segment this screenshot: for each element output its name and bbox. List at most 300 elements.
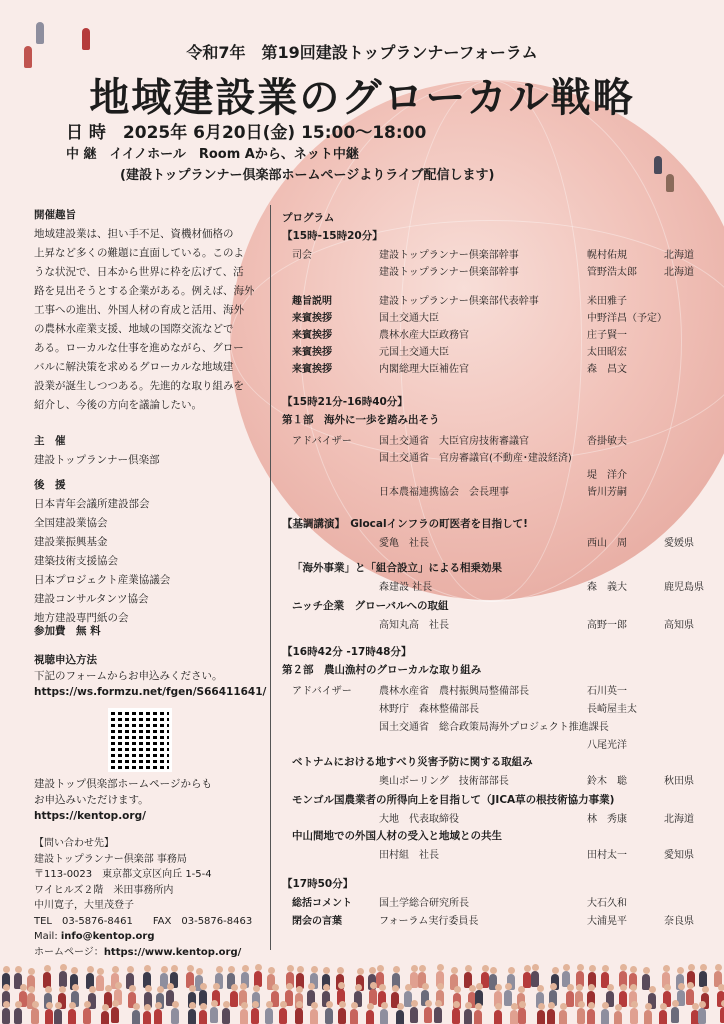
left-column [34,206,264,415]
crowd-person-body [251,1008,259,1024]
crowd-person-body [644,1010,652,1024]
crowd-person-head [377,965,384,972]
crowd-person-head [715,964,722,971]
apply-text: 下記のフォームからお申込みください。 [34,670,223,682]
support-heading: 後 援 [34,479,66,491]
purpose-line: ある。ローカルな仕事を進めながら、グロー [34,342,244,354]
person-figure [654,156,662,174]
crowd-person-head [411,1000,418,1007]
crowd-person-body [474,1010,482,1024]
homepage-label: ホームページ： [34,946,104,958]
contact-line: 建設トップランナー倶楽部 事務局 [34,853,187,865]
crowd-person-head [688,964,695,971]
crowd-person-head [357,968,364,975]
crowd-person-head [475,1003,482,1010]
crowd-person-head [451,967,458,974]
crowd-person-head [615,1004,622,1011]
crowd-person-head [84,1001,91,1008]
crowd-person-head [323,967,330,974]
crowd-person-body [188,1009,196,1024]
keynote-title: 【基調講演】 Glocalインフラの町医者を目指して! [282,518,528,530]
crowd-person-head [465,965,472,972]
crowd-person-body [699,971,707,987]
crowd-person-body [295,1008,303,1024]
crowd-person-head [649,986,656,993]
crowd-person-head [702,986,709,993]
crowd-person-head [392,985,399,992]
relay-info: 中 継 イイノホール Room Aから、ネット中継 [66,147,359,162]
crowd-person-head [422,983,429,990]
crowd-person-body [587,1009,595,1024]
program-org: 大地 代表取締役 [379,814,459,825]
crowd-person-body [510,1010,518,1024]
crowd-person-head [524,965,531,972]
crowd-person-head [538,1003,545,1010]
crowd-person-head [552,967,559,974]
host-name: 建設トップランナー倶楽部 [34,454,160,466]
program-role: 来賓挨拶 [292,347,332,358]
crowd-person-head [532,964,539,971]
crowd-person-body [101,1011,109,1024]
talk-title: 中山間地での外国人材の受入と地域との共生 [292,830,502,842]
crowd-person-head [87,966,94,973]
crowd-person-head [660,1003,667,1010]
forum-subtitle: 令和7年 第19回建設トップランナーフォーラム [186,43,538,62]
crowd-person-head [337,967,344,974]
program-org: 農林水産省 農村振興局整備部長 [379,686,529,697]
crowd-person-head [69,1002,76,1009]
hp-line2: お申込みいただけます。 [34,794,149,806]
crowd-person-body [523,972,531,988]
purpose-line: 紹介し、今後の方向を議論したい。 [34,399,202,411]
crowd-person-head [72,984,79,991]
crowd-person-head [550,983,557,990]
crowd-person-body [494,1010,502,1024]
program-region: 愛媛県 [664,538,694,549]
crowd-person-head [687,982,694,989]
contact-line: 〒113-0023 東京都文京区向丘 1-5-4 [34,869,212,880]
program-region: 鹿児島県 [664,582,704,593]
program-org: 建設トップランナー倶楽部代表幹事 [379,296,539,307]
program-person: 庄子賢一 [587,330,627,341]
crowd-person-head [397,1003,404,1010]
program-org: 国土交通省 官房審議官(不動産･建設経済) [379,453,572,464]
talk-title: ベトナムにおける地すべり災害予防に関する取組み [292,756,533,768]
program-region: 北海道 [664,250,694,261]
crowd-person-head [576,984,583,991]
crowd-person-body [547,1009,555,1024]
crowd-person-body [424,1007,432,1023]
crowd-person-head [425,1000,432,1007]
crowd-person-head [272,984,279,991]
crowd-person-head [167,983,174,990]
program-person: 米田雅子 [587,296,627,307]
program-org: 内閣総理大臣補佐官 [379,364,469,375]
purpose-line: 地域建設業は、担い手不足、資機材価格の [34,228,234,240]
crowd-person-head [287,965,294,972]
talk-title: モンゴル国農業者の所得向上を目指して（JICA草の根技術協力事業) [292,794,615,806]
crowd-person-head [59,986,66,993]
crowd-person-head [548,1002,555,1009]
crowd-person-head [161,966,168,973]
crowd-person-head [602,965,609,972]
crowd-person-body [199,1010,207,1024]
program-org: 国土交通省 総合政策局海外プロジェクト推進課長 [379,722,609,733]
crowd-person-head [157,986,164,993]
crowd-person-head [28,968,35,975]
crowd-person-head [511,1003,518,1010]
crowd-person-body [59,971,67,987]
talk-title: 「海外事業」と「組合設立」による相乗効果 [292,562,502,574]
crowd-person-head [231,984,238,991]
crowd-person-body [154,1009,162,1024]
program-person: 皆川芳嗣 [587,487,627,498]
crowd-person-head [645,1003,652,1010]
crowd-person-head [588,984,595,991]
program-role: 閉会の言葉 [292,916,342,927]
program-person: 沓掛敏夫 [587,436,627,447]
crowd-person-head [369,967,376,974]
purpose-line: 設業が誕生しつつある。先進的な取り組みを [34,380,244,392]
crowd-person-head [476,983,483,990]
crowd-person-body [698,1008,706,1024]
program-org: フォーラム実行委員長 [379,916,479,927]
crowd-person-head [563,964,570,971]
crowd-person-head [379,984,386,991]
program-region: 愛知県 [664,850,694,861]
qr-code[interactable] [108,708,172,772]
crowd-person-head [189,985,196,992]
crowd-person-head [45,986,52,993]
crowd-person-body [230,991,238,1007]
program-role: 趣旨説明 [292,296,332,307]
program-person: 管野浩太郎 [587,267,637,278]
session-time: 【17時50分】 [282,878,354,890]
crowd-person-body [2,1008,10,1024]
crowd-person-body [310,1009,318,1024]
crowd-person-head [311,1002,318,1009]
crowd-person-head [560,1003,567,1010]
crowd-person-head [588,1002,595,1009]
crowd-person-head [145,985,152,992]
crowd-person-head [102,1004,109,1011]
program-org: 農林水産大臣政務官 [379,330,469,341]
crowd-person-head [28,986,35,993]
crowd-person-head [578,1001,585,1008]
program-region: 奈良県 [664,916,694,927]
crowd-person-head [393,966,400,973]
crowd-person-head [3,984,10,991]
relay-note: (建設トップランナー倶楽部ホームページよりライブ配信します) [120,168,495,183]
crowd-person-body [171,1008,179,1024]
purpose-line: 工事への進出、外国人材の育成と活用、海外 [34,304,244,316]
crowd-person-body [111,1007,119,1023]
program-org: 林野庁 森林整備部長 [379,704,479,715]
program-org: 元国土交通大臣 [379,347,449,358]
purpose-line: バルに解決策を求めるグローカルな地域建 [34,361,234,373]
apply-heading: 視聴申込方法 [34,654,97,666]
program-heading: プログラム [282,212,335,224]
program-person: 長崎屋圭太 [587,704,637,715]
crowd-person-body [96,975,104,991]
supporter-item: 地方建設専門紙の会 [34,612,129,624]
program-org: 国土交通大臣 [379,313,439,324]
program-org: 建設トップランナー倶楽部幹事 [379,267,519,278]
program-person: 大浦晃平 [587,916,627,927]
crowd-person-head [607,984,614,991]
program-region: 高知県 [664,620,694,631]
crowd-person-head [631,1001,638,1008]
program-role: 来賓挨拶 [292,313,332,324]
program-person: 西山 周 [587,538,627,549]
program-person: 中野洋昌（予定） [587,313,667,324]
crowd-person-head [280,1001,287,1008]
program-org: 田村組 社長 [379,850,439,861]
program-person: 森 昌文 [587,364,627,375]
crowd-person-body [338,1008,346,1024]
contact-section [34,836,252,960]
crowd-person-head [643,967,650,974]
crowd-person-head [323,984,330,991]
crowd-person-head [308,983,315,990]
crowd-person-body [434,1007,442,1023]
crowd-person-head [381,1002,388,1009]
part-title: 第１部 海外に一歩を踏み出そう [282,414,440,426]
crowd-person-head [242,965,249,972]
crowd-person-head [3,1001,10,1008]
crowd-person-head [255,964,262,971]
program-org: 愛亀 社長 [379,538,429,549]
fee: 参加費 無 料 [34,625,101,637]
crowd-person-body [720,1007,724,1023]
crowd-person-head [663,965,670,972]
crowd-person-head [171,965,178,972]
crowd-person-body [614,1011,622,1024]
crowd-person-body [14,1008,22,1024]
crowd-person-head [411,965,418,972]
crowd-person-head [630,966,637,973]
crowd-person-body [265,1008,273,1024]
page-title: 地域建設業のグローカル戦略 [89,75,635,121]
contact-line: ワイヒルズ２階 米田事務所内 [34,884,174,896]
crowd-person-head [196,968,203,975]
crowd-person-head [620,984,627,991]
purpose-line: うな状況で、日本から世界に枠を広げて、活 [34,266,244,278]
crowd-person-head [71,967,78,974]
program-person: 鈴木 聡 [587,776,627,787]
crowd-person-head [44,965,51,972]
program-person: 幌村佑規 [587,250,627,261]
crowd-person-head [187,965,194,972]
supporter-item: 日本青年会議所建設部会 [34,498,150,510]
crowd-person-head [367,1003,374,1010]
crowd-person-head [419,965,426,972]
part-title: 第２部 農山漁村のグローカルな取り組み [282,664,482,676]
program-region: 北海道 [664,267,694,278]
support-section [34,476,170,628]
crowd-person-body [559,1010,567,1024]
supporter-list [34,495,170,628]
crowd-person-head [630,984,637,991]
talk-title: ニッチ企業 グローバルへの取組 [292,600,449,612]
crowd-person-head [718,984,724,991]
crowd-person-head [105,985,112,992]
crowd-person-head [355,984,362,991]
program-person: 堤 洋介 [587,470,627,481]
apply-section [34,652,266,700]
crowd-person-body [45,1009,53,1024]
purpose-line: 路を見出そうとする企業がある。例えば、海外 [34,285,255,297]
crowd-person-head [577,964,584,971]
program-person: 石川英一 [587,686,627,697]
crowd-person-head [482,965,489,972]
program-person: 田村太一 [587,850,627,861]
crowd-person-head [89,986,96,993]
crowd-person-head [253,985,260,992]
crowd-person-head [266,1001,273,1008]
crowd-person-body [410,1007,418,1023]
crowd-person-head [370,982,377,989]
supporter-item: 日本プロジェクト産業協議会 [34,574,171,586]
program-role: 総括コメント [292,898,352,909]
mail-link[interactable]: info@kentop.org [60,931,155,942]
purpose-heading: 開催趣旨 [34,209,76,221]
crowd-person-head [519,1001,526,1008]
crowd-person-head [664,984,671,991]
session-time: 【15時21分-16時40分】 [282,396,408,408]
crowd-person-body [350,1009,358,1024]
session-time: 【15時-15時20分】 [282,230,383,242]
crowd-person-head [602,1002,609,1009]
crowd-person-body [143,1011,151,1024]
crowd-person-head [465,1002,472,1009]
crowd-person-head [15,966,22,973]
crowd-person-body [83,1008,91,1024]
crowd-person-head [240,983,247,990]
host-section [34,432,160,470]
crowd-person-head [435,1000,442,1007]
crowd-person-body [464,1009,472,1024]
crowd-person-head [200,1003,207,1010]
hp-line1: 建設トップ倶楽部ホームページからも [34,778,212,790]
crowd-person-body [531,971,539,987]
crowd-person-body [279,1008,287,1024]
crowd-person-head [129,985,136,992]
crowd-person-head [112,1000,119,1007]
program-person: 八尾光洋 [587,740,627,751]
program-role: 来賓挨拶 [292,364,332,375]
crowd-person-head [311,966,318,973]
hp-url-link[interactable]: https://kentop.org/ [34,810,146,822]
homepage-link[interactable]: https://www.kentop.org/ [103,946,242,958]
program-person: 高野一郎 [587,620,627,631]
crowd-person-head [189,1002,196,1009]
crowd-person-head [296,986,303,993]
crowd-person-head [495,984,502,991]
crowd-person-head [97,968,104,975]
crowd-person-head [133,1003,140,1010]
supporter-item: 建設業振興基金 [34,536,108,548]
program-role: アドバイザー [292,436,352,447]
crowd-person-head [144,1004,151,1011]
crowd-person-head [454,986,461,993]
crowd-person-head [490,967,497,974]
crowd-person-body [577,1008,585,1024]
crowd-person-head [115,982,122,989]
contact-line: 中川寛子，大里茂登子 [34,900,134,911]
crowd-person-body [210,1007,218,1023]
crowd-person-body [380,1009,388,1024]
event-date: 日 時 2025年 6月20日(金) 15:00〜18:00 [66,123,427,143]
crowd-person-body [31,1008,39,1024]
crowd-person-body [630,1008,638,1024]
program-org: 建設トップランナー倶楽部幹事 [379,250,519,261]
program-person: 林 秀康 [587,814,627,825]
crowd-person-head [268,967,275,974]
crowd-person-body [601,1009,609,1024]
crowd-person-head [241,1002,248,1009]
crowd-person-head [144,965,151,972]
contact-lines [34,852,252,930]
person-figure [666,174,674,192]
crowd-person-head [699,1001,706,1008]
crowd-person-head [567,984,574,991]
crowd-person-head [3,966,10,973]
crowd-person-head [297,966,304,973]
crowd-person-head [127,966,134,973]
crowd-person-head [437,983,444,990]
host-heading: 主 催 [34,435,66,447]
crowd-person-head [339,1001,346,1008]
crowd-person-head [286,983,293,990]
crowd-person-head [537,985,544,992]
column-divider [270,205,271,950]
program-region: 北海道 [664,814,694,825]
crowd-person-head [200,983,207,990]
program-org: 高知丸高 社長 [379,620,449,631]
purpose-text [34,225,264,415]
program-org: 奥山ボーリング 技術部部長 [379,776,509,787]
crowd-person-head [518,986,525,993]
supporter-item: 建築技術支援協会 [34,555,118,567]
purpose-line: 上昇など多くの難題に直面している。このよ [34,247,244,259]
crowd-person-body [240,1009,248,1024]
crowd-person-head [172,1001,179,1008]
crowd-person-body [452,1008,460,1024]
crowd-person-body [537,1010,545,1024]
crowd-person-head [620,964,627,971]
program-role: 司会 [292,250,312,261]
crowd-person-body [325,1008,333,1024]
session-time: 【16時42分 -17時48分】 [282,646,412,658]
crowd-person-head [112,966,119,973]
crowd-person-head [338,982,345,989]
crowd-person-head [20,984,27,991]
crowd-person-body [659,1010,667,1024]
crowd-person-body [518,1008,526,1024]
apply-url-link[interactable]: https://ws.formzu.net/fgen/S66411641/ [34,686,267,698]
crowd-person-head [677,967,684,974]
crowd-person-head [326,1001,333,1008]
crowd-person-head [589,965,596,972]
program-org: 国土交通省 大臣官房技術審議官 [379,436,529,447]
program-person: 大石久和 [587,898,627,909]
supporter-item: 建設コンサルタンツ協会 [34,593,149,605]
program-org: 日本農福連携協会 会長理事 [379,487,509,498]
crowd-person-head [437,964,444,971]
crowd-person-head [60,964,67,971]
program-person: 森 義大 [587,582,627,593]
